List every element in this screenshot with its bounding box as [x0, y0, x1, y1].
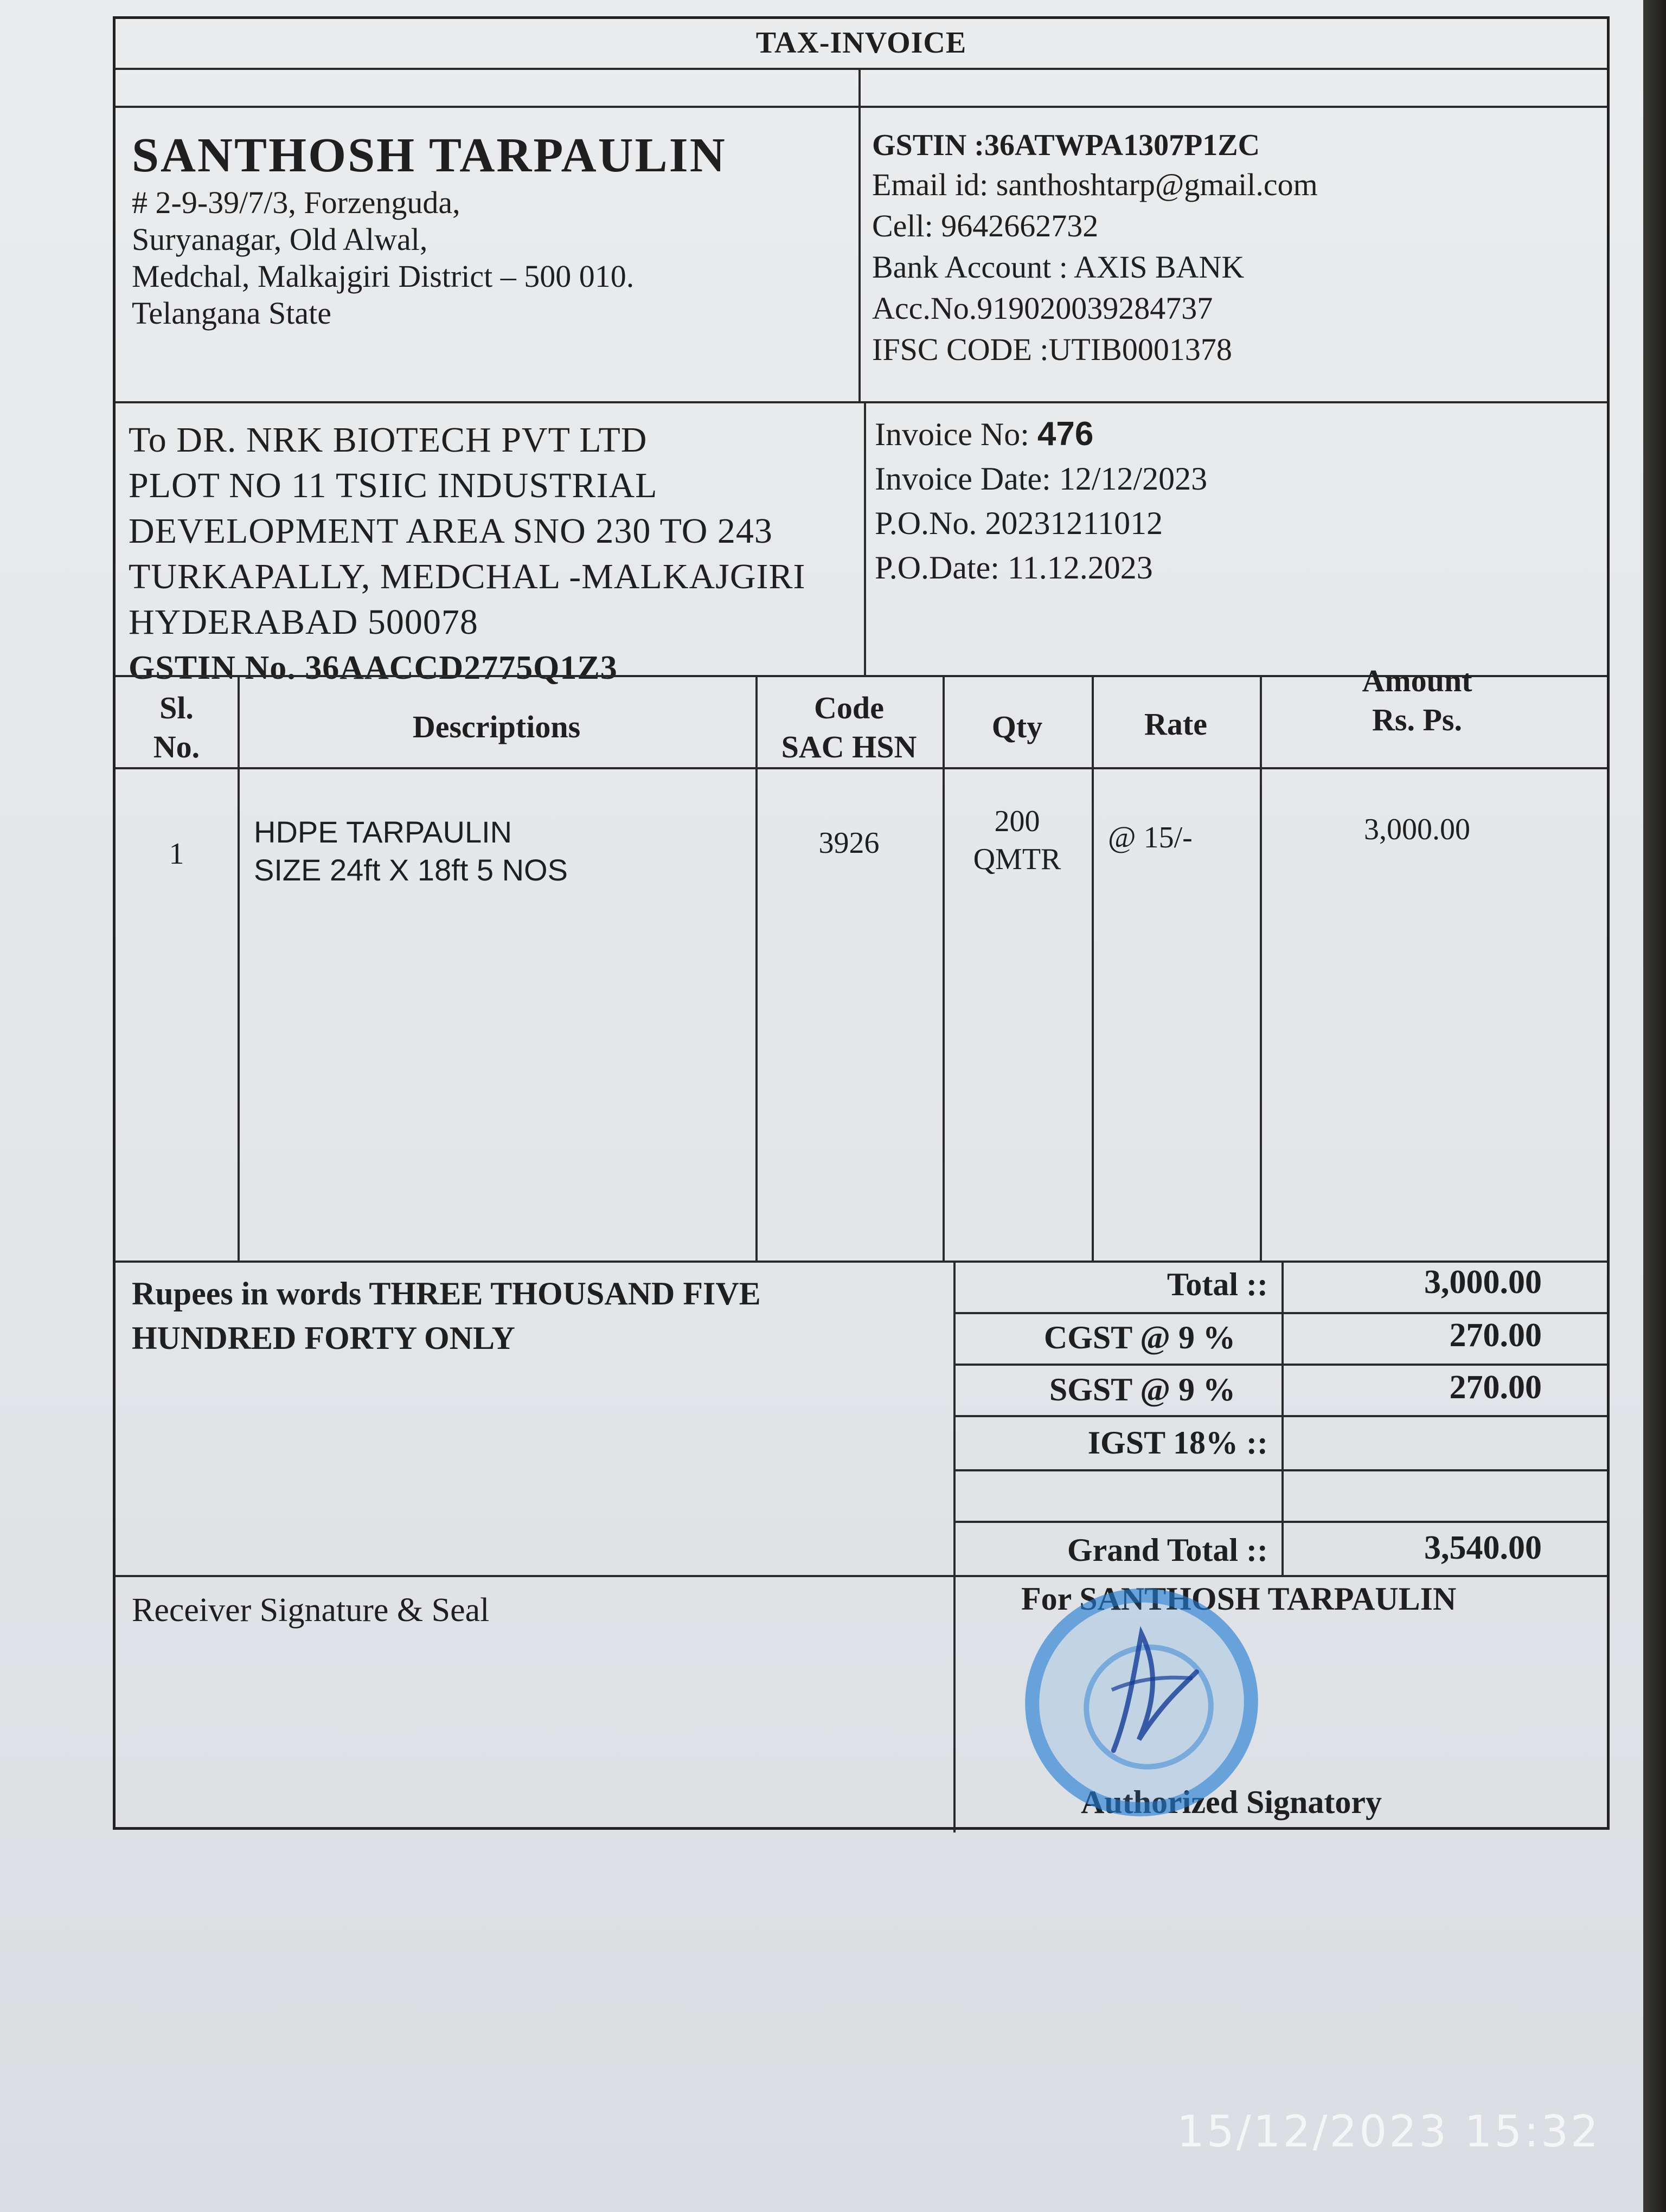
seller-name: SANTHOSH TARPAULIN [132, 128, 727, 182]
for-company-label: For SANTHOSH TARPAULIN [1021, 1581, 1457, 1617]
divider [1281, 1261, 1284, 1575]
divider [953, 1521, 1607, 1523]
seller-bank: Bank Account : AXIS BANK [872, 249, 1245, 285]
row-rate: @ 15/- [1108, 821, 1193, 854]
row-amount: 3,000.00 [1364, 813, 1470, 846]
column-divider [1092, 675, 1094, 1261]
seller-ifsc: IFSC CODE :UTIB0001378 [872, 332, 1232, 367]
seller-address-line: Medchal, Malkajgiri District – 500 010. [132, 259, 635, 294]
cgst-label: CGST @ 9 % [1043, 1320, 1235, 1355]
header-code-line1: Code [814, 690, 884, 725]
header-sl-line2: No. [153, 729, 200, 764]
authorized-signatory-label: Authorized Signatory [1081, 1784, 1382, 1820]
invoice-form [113, 16, 1610, 1830]
invoice-title: TAX-INVOICE [755, 26, 967, 60]
invoice-number-value: 476 [1037, 415, 1094, 453]
photo-timestamp: 15/12/2023 15:32 [1177, 2106, 1601, 2157]
divider [116, 106, 1607, 108]
invoice-date: Invoice Date: 12/12/2023 [875, 461, 1208, 497]
header-amount-line1: Amount [1362, 663, 1472, 698]
divider [953, 1364, 1607, 1366]
background-edge [1643, 0, 1666, 2212]
seller-gstin: GSTIN :36ATWPA1307P1ZC [872, 128, 1260, 162]
igst-label: IGST 18% :: [1087, 1425, 1268, 1461]
amount-in-words-line2: HUNDRED FORTY ONLY [132, 1320, 515, 1356]
divider [116, 401, 1607, 403]
seller-cell: Cell: 9642662732 [872, 208, 1099, 243]
divider [858, 68, 861, 401]
header-rate: Rate [1144, 706, 1207, 742]
header-sl [116, 689, 238, 767]
amount-in-words [132, 1271, 761, 1360]
header-amount-line2: Rs. Ps. [1372, 702, 1462, 737]
total-value: 3,000.00 [1424, 1264, 1542, 1301]
signature-scribble [1021, 1583, 1264, 1822]
row-description [254, 813, 568, 889]
total-label: Total :: [1167, 1266, 1268, 1302]
header-code [755, 689, 943, 767]
buyer-line: To DR. NRK BIOTECH PVT LTD [129, 420, 648, 460]
buyer-line: HYDERABAD 500078 [129, 602, 478, 642]
divider [953, 1469, 1607, 1471]
seller-address-line: # 2-9-39/7/3, Forzenguda, [132, 185, 460, 220]
seller-account: Acc.No.919020039284737 [872, 291, 1213, 326]
buyer-gstin: GSTIN No. 36AACCD2775Q1Z3 [129, 650, 618, 686]
header-descriptions: Descriptions [412, 709, 581, 744]
row-code: 3926 [818, 826, 880, 860]
amount-in-words-line1: Rupees in words THREE THOUSAND FIVE [132, 1276, 761, 1311]
row-description-line1: HDPE TARPAULIN [254, 815, 512, 849]
divider [953, 1415, 1607, 1417]
header-sl-line1: Sl. [159, 690, 194, 725]
header-qty: Qty [991, 709, 1043, 744]
row-qty-value: 200 [994, 805, 1040, 838]
buyer-line: TURKAPALLY, MEDCHAL -MALKAJGIRI [129, 557, 806, 596]
grand-total-label: Grand Total :: [1067, 1532, 1268, 1568]
sgst-label: SGST @ 9 % [1049, 1372, 1235, 1407]
grand-total-value: 3,540.00 [1424, 1529, 1542, 1566]
divider [116, 1575, 1607, 1577]
seller-address-line: Suryanagar, Old Alwal, [132, 222, 428, 257]
divider [116, 767, 1607, 769]
invoice-number [875, 412, 1093, 456]
sgst-value: 270.00 [1449, 1369, 1542, 1406]
cgst-value: 270.00 [1449, 1317, 1542, 1354]
divider [116, 68, 1607, 70]
column-divider [943, 675, 945, 1261]
column-divider [238, 675, 240, 1261]
divider [864, 401, 866, 675]
header-code-line2: SAC HSN [781, 729, 917, 764]
row-qty [943, 802, 1092, 878]
buyer-line: DEVELOPMENT AREA SNO 230 TO 243 [129, 511, 773, 551]
seller-email: Email id: santhoshtarp@gmail.com [872, 167, 1318, 202]
po-date: P.O.Date: 11.12.2023 [875, 550, 1153, 586]
row-description-line2: SIZE 24ft X 18ft 5 NOS [254, 853, 568, 887]
receiver-signature-label: Receiver Signature & Seal [132, 1592, 490, 1629]
po-number: P.O.No. 20231211012 [875, 505, 1163, 541]
row-sl: 1 [169, 837, 184, 871]
invoice-number-label: Invoice No: [875, 416, 1029, 452]
row-qty-unit: QMTR [973, 843, 1061, 876]
divider [953, 1312, 1607, 1314]
column-divider [1260, 675, 1262, 1261]
header-amount [1260, 661, 1574, 740]
seller-address-line: Telangana State [132, 295, 331, 331]
buyer-line: PLOT NO 11 TSIIC INDUSTRIAL [129, 466, 658, 505]
divider [116, 1261, 1607, 1263]
